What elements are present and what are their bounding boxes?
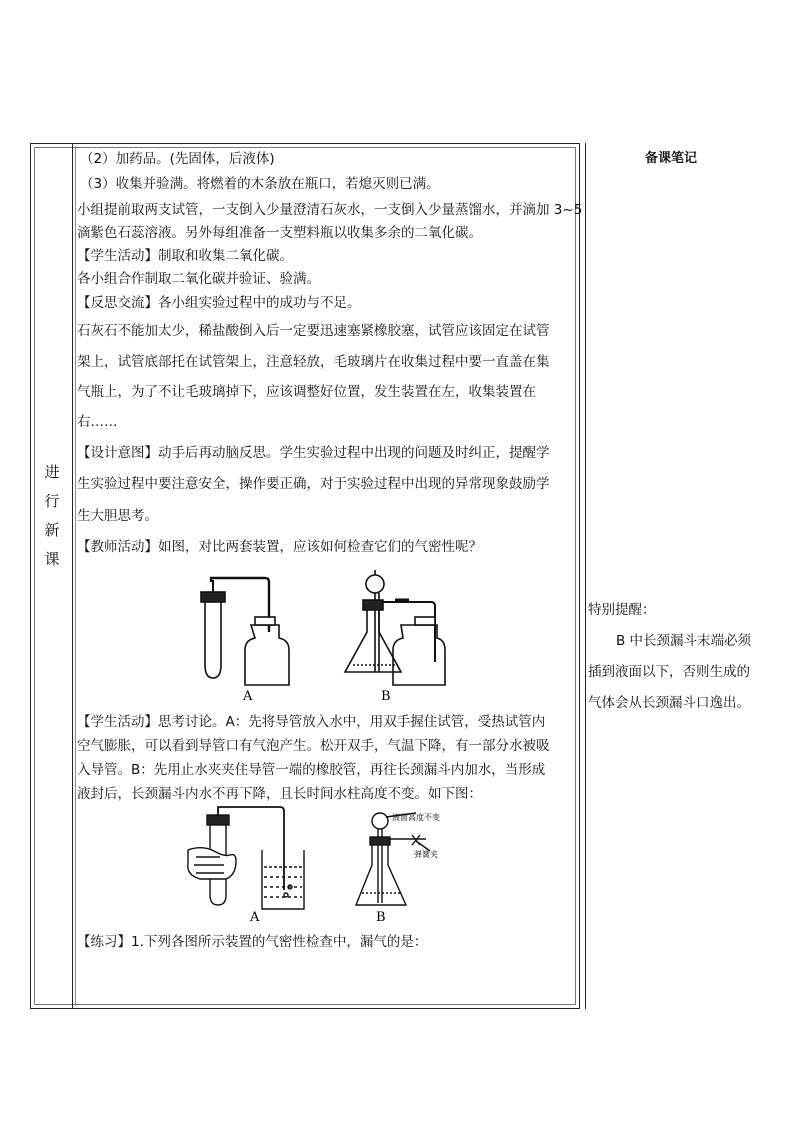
content-line: 【学生活动】思考讨论。A：先将导管放入水中，用双手握住试管，受热试管内 [77,714,546,730]
figure-2-label-a: A [250,910,260,925]
section-label-char: 进 [44,463,60,481]
section-label-char: 行 [44,492,60,510]
content-line: 入导管。B：先用止水夹夹住导管一端的橡胶管，再往长颈漏斗内加水，当形成 [77,762,546,778]
content-line: 气瓶上，为了不让毛玻璃掉下，应该调整好位置，发生装置在左，收集装置在 [77,384,536,400]
content-line: 【教师活动】如图，对比两套装置，应该如何检查它们的气密性呢？ [77,539,482,555]
figure-1-label-b: B [381,689,391,704]
notes-title: 备课笔记 [645,151,698,166]
content-line: 液封后，长颈漏斗内水不再下降，且长时间水柱高度不变。如下图： [77,786,482,802]
content-line: 架上，试管底部托在试管架上，注意轻放，毛玻璃片在收集过程中要一直盖在集 [77,354,550,370]
notes-line: 特别提醒： [588,602,656,618]
content-line: 【练习】1.下列各图所示装置的气密性检查中，漏气的是： [77,934,428,950]
content-line: 各小组合作制取二氧化碳并验证、验满。 [77,271,320,287]
notes-line: 插到液面以下，否则生成的 [588,664,750,680]
section-label-char: 课 [44,550,60,568]
content-line: 空气膨胀，可以看到导管口有气泡产生。松开双手，气温下降，有一部分水被吸 [77,738,550,754]
notes-column-border [585,143,586,1009]
content-line: 【反思交流】各小组实验过程中的成功与不足。 [77,295,361,311]
section-label [34,458,70,574]
annotation-liquid-level: 液面高度不变 [392,813,440,822]
content-line: 滴紫色石蕊溶液。另外每组准备一支塑料瓶以收集多余的二氧化碳。 [77,225,482,241]
content-line: 生大胆思考。 [77,508,158,524]
column-divider-inner [75,146,76,1006]
content-line: （2）加药品。(先固体，后液体) [80,151,275,167]
content-line: 石灰石不能加太少，稀盐酸倒入后一定要迅速塞紧橡胶塞，试管应该固定在试管 [77,323,550,339]
column-divider [72,143,73,1009]
content-line: 生实验过程中要注意安全，操作要正确，对于实验过程中出现的异常现象鼓励学 [77,476,550,492]
figure-1-label-a: A [243,689,253,704]
content-line: （3）收集并验满。将燃着的木条放在瓶口，若熄灭则已满。 [80,176,440,192]
content-line: 【设计意图】动手后再动脑反思。学生实验过程中出现的问题及时纠正，提醒学 [77,445,550,461]
annotation-clamp: 弹簧夹 [414,850,438,859]
figure-2-label-b: B [376,910,386,925]
content-line: 小组提前取两支试管，一支倒入少量澄清石灰水，一支倒入少量蒸馏水，并滴加 3~5 [77,202,583,218]
content-line: 【学生活动】制取和收集二氧化碳。 [77,248,293,264]
section-label-char: 新 [44,521,60,539]
content-line: 右…… [77,414,118,430]
apparatus-figure-2 [180,805,490,925]
apparatus-figure-1 [185,570,455,705]
notes-line: 气体会从长颈漏斗口逸出。 [588,695,750,711]
notes-line: B 中长颈漏斗末端必须 [616,633,752,649]
